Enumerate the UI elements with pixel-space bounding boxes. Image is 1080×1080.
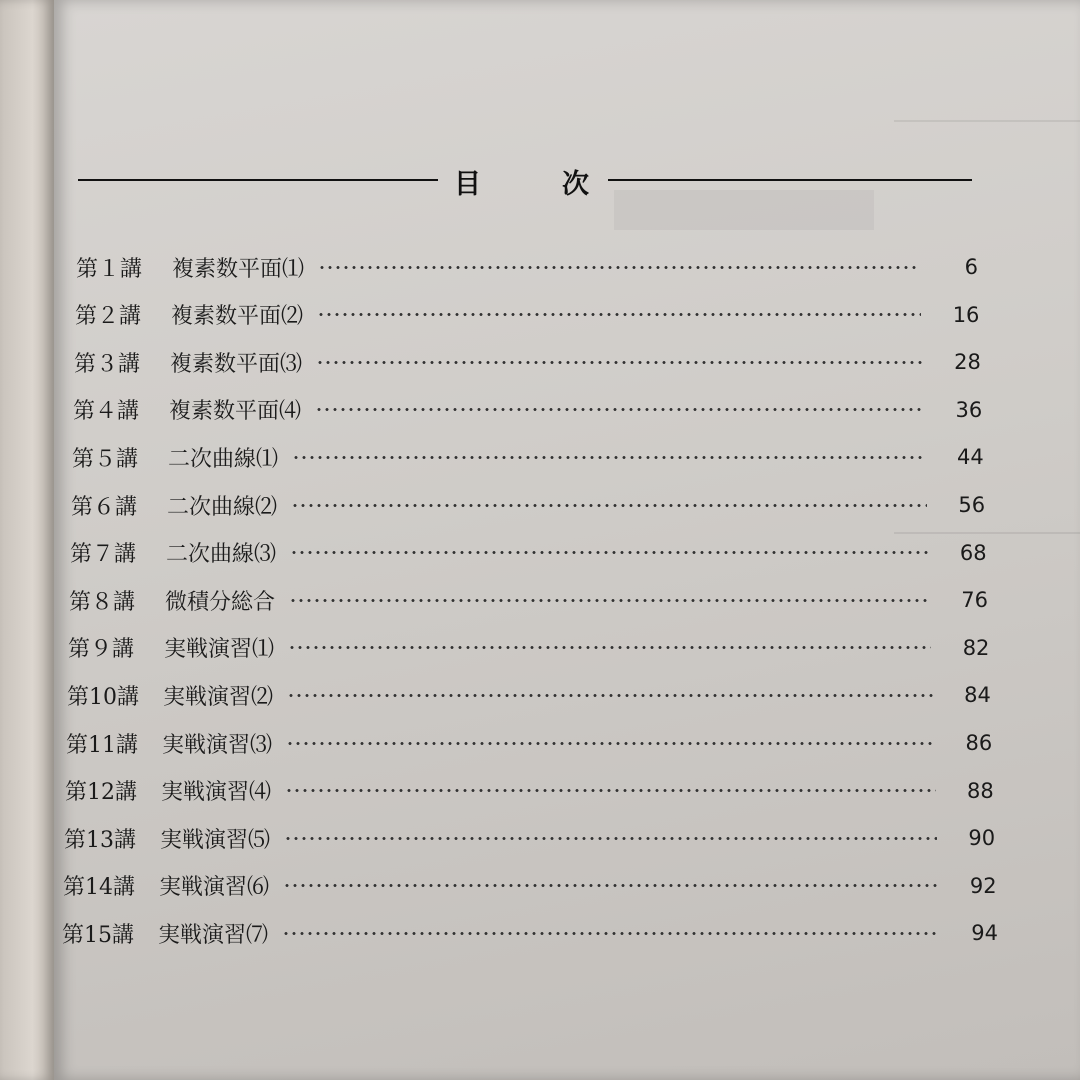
page-number: 6 [964, 255, 978, 279]
dot-leader [291, 504, 927, 507]
page-number: 92 [969, 873, 997, 898]
toc-entry [75, 298, 979, 332]
toc-heading [78, 160, 972, 200]
dot-leader [315, 408, 924, 411]
lecture-title: 実戦演習⑹ [159, 875, 270, 901]
toc-entry [64, 821, 995, 855]
toc-entry [67, 678, 991, 712]
lecture-number: 第13講 [64, 827, 136, 853]
toc-entry [76, 250, 978, 284]
toc-entry [65, 774, 994, 808]
lecture-title: 複素数平面⑵ [171, 304, 304, 330]
toc-entry [71, 488, 985, 522]
heading-rule-right [608, 179, 972, 181]
dot-leader [287, 694, 933, 697]
lecture-number: 第９講 [68, 637, 135, 663]
page-number: 68 [959, 540, 987, 565]
page-number: 82 [962, 635, 990, 660]
lecture-title: 実戦演習⑷ [161, 780, 272, 806]
dot-leader [286, 742, 934, 745]
page-number: 56 [958, 493, 986, 517]
lecture-title: 実戦演習⑶ [162, 732, 273, 758]
toc-entry [69, 583, 988, 617]
page-number: 16 [952, 302, 980, 327]
dot-leader [317, 313, 921, 316]
dot-leader [283, 884, 939, 887]
heading-char-1: 目 [454, 169, 481, 200]
lecture-number: 第14講 [63, 875, 135, 901]
dot-leader [284, 837, 937, 840]
dot-leader [288, 646, 931, 649]
toc-entry [70, 536, 987, 570]
page-number: 86 [965, 731, 993, 755]
page-number: 88 [966, 778, 994, 803]
dot-leader [289, 599, 930, 602]
lecture-title: 実戦演習⑵ [163, 684, 274, 710]
heading-rule-left [78, 179, 438, 181]
lecture-number: 第11講 [66, 732, 138, 758]
lecture-number: 第３講 [74, 351, 141, 377]
dot-leader [290, 551, 929, 554]
lecture-number: 第12講 [65, 780, 137, 806]
lecture-title: 実戦演習⑴ [164, 637, 275, 663]
toc-entry [68, 631, 989, 665]
toc-entry [73, 393, 982, 427]
lecture-title: 実戦演習⑺ [158, 922, 269, 948]
toc-entry [62, 916, 998, 950]
lecture-number: 第15講 [62, 922, 134, 948]
lecture-number: 第７講 [70, 542, 137, 568]
dot-leader [292, 456, 926, 459]
lecture-number: 第２講 [75, 304, 142, 330]
lecture-number: 第10講 [67, 684, 139, 710]
toc-entry [66, 726, 992, 760]
page-number: 84 [964, 683, 991, 708]
lecture-title: 微積分総合 [165, 589, 276, 615]
lecture-number: 第８講 [69, 589, 136, 615]
page-number: 44 [956, 445, 984, 470]
lecture-title: 二次曲線⑴ [168, 446, 279, 472]
page-number: 76 [961, 588, 988, 613]
dot-leader [285, 789, 936, 792]
page-number: 28 [954, 350, 981, 375]
lecture-title: 複素数平面⑴ [172, 256, 305, 282]
lecture-number: 第４講 [73, 399, 140, 425]
toc-entry [74, 345, 981, 379]
dot-leader [282, 932, 940, 935]
toc-entry [72, 440, 984, 474]
lecture-number: 第５講 [72, 446, 139, 472]
lecture-title: 二次曲線⑵ [167, 494, 278, 520]
toc-entry [63, 869, 997, 903]
lecture-number: 第１講 [76, 256, 143, 282]
page-number: 36 [955, 397, 983, 422]
dot-leader [318, 266, 920, 269]
lecture-title: 二次曲線⑶ [166, 542, 277, 568]
page-number: 90 [968, 826, 996, 851]
lecture-number: 第６講 [71, 494, 138, 520]
lecture-title: 実戦演習⑸ [160, 827, 271, 853]
page-number: 94 [971, 921, 998, 946]
lecture-title: 複素数平面⑶ [170, 351, 303, 377]
heading-char-2: 次 [562, 169, 589, 200]
dot-leader [316, 361, 923, 364]
left-page-edge [0, 0, 54, 1080]
lecture-title: 複素数平面⑷ [169, 399, 302, 425]
